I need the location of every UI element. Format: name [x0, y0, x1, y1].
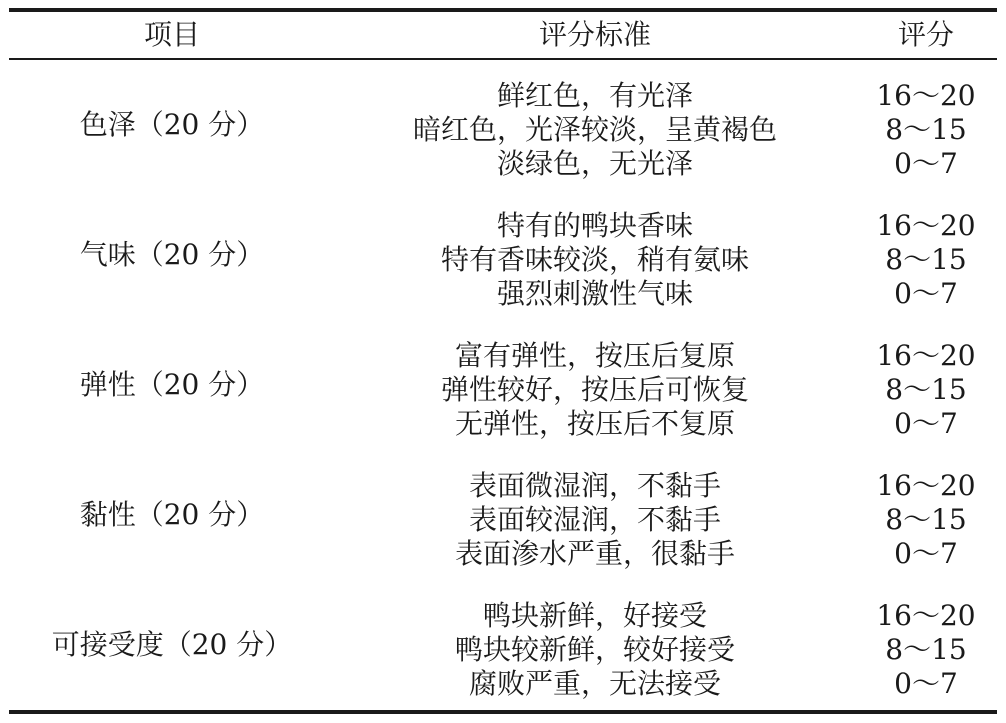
score-line: 8～15: [885, 113, 967, 146]
table-row: [9, 580, 997, 710]
scoring-table: [9, 8, 997, 714]
row-criteria: [335, 469, 855, 571]
criteria-line: 特有香味较淡，稍有氨味: [440, 243, 749, 276]
row-criteria: [335, 209, 855, 311]
score-line: 16～20: [876, 339, 976, 372]
criteria-line: 鸭块新鲜，好接受: [482, 599, 707, 632]
table-bottom-rule: [9, 710, 997, 714]
score-line: 0～7: [894, 537, 958, 570]
criteria-line: 暗红色，光泽较淡，呈黄褐色: [412, 113, 777, 146]
score-line: 8～15: [885, 633, 967, 666]
score-line: 0～7: [894, 407, 958, 440]
score-line: 0～7: [894, 277, 958, 310]
score-line: 0～7: [894, 667, 958, 700]
criteria-line: 弹性较好，按压后可恢复: [440, 373, 749, 406]
row-item: 气味（20 分）: [79, 238, 265, 271]
row-scores: [855, 339, 997, 441]
criteria-line: 强烈刺激性气味: [496, 277, 693, 310]
criteria-line: 表面较湿润，不黏手: [468, 503, 721, 536]
table-row: [9, 320, 997, 450]
criteria-line: 表面渗水严重，很黏手: [454, 537, 735, 570]
header-score: 评分: [897, 18, 954, 51]
score-line: 8～15: [885, 503, 967, 536]
table-row: [9, 190, 997, 320]
score-line: 16～20: [876, 469, 976, 502]
row-item: 黏性（20 分）: [79, 498, 265, 531]
row-criteria: [335, 599, 855, 701]
criteria-line: 特有的鸭块香味: [496, 209, 693, 242]
criteria-line: 腐败严重，无法接受: [468, 667, 721, 700]
row-scores: [855, 209, 997, 311]
score-line: 16～20: [876, 79, 976, 112]
score-line: 16～20: [876, 599, 976, 632]
header-item: 项目: [143, 18, 200, 51]
score-line: 8～15: [885, 243, 967, 276]
row-criteria: [335, 79, 855, 181]
score-line: 16～20: [876, 209, 976, 242]
row-scores: [855, 599, 997, 701]
table-row: [9, 450, 997, 580]
criteria-line: 表面微湿润，不黏手: [468, 469, 721, 502]
criteria-line: 鲜红色，有光泽: [496, 79, 693, 112]
criteria-line: 鸭块较新鲜，较好接受: [454, 633, 735, 666]
row-item: 可接受度（20 分）: [51, 628, 293, 661]
row-scores: [855, 79, 997, 181]
score-line: 0～7: [894, 147, 958, 180]
row-item: 弹性（20 分）: [79, 368, 265, 401]
table-header-row: [9, 12, 997, 58]
table-row: [9, 60, 997, 190]
criteria-line: 淡绿色，无光泽: [496, 147, 693, 180]
criteria-line: 无弹性，按压后不复原: [454, 407, 735, 440]
header-criteria: 评分标准: [538, 18, 651, 51]
criteria-line: 富有弹性，按压后复原: [454, 339, 735, 372]
row-scores: [855, 469, 997, 571]
score-line: 8～15: [885, 373, 967, 406]
row-criteria: [335, 339, 855, 441]
row-item: 色泽（20 分）: [79, 108, 265, 141]
